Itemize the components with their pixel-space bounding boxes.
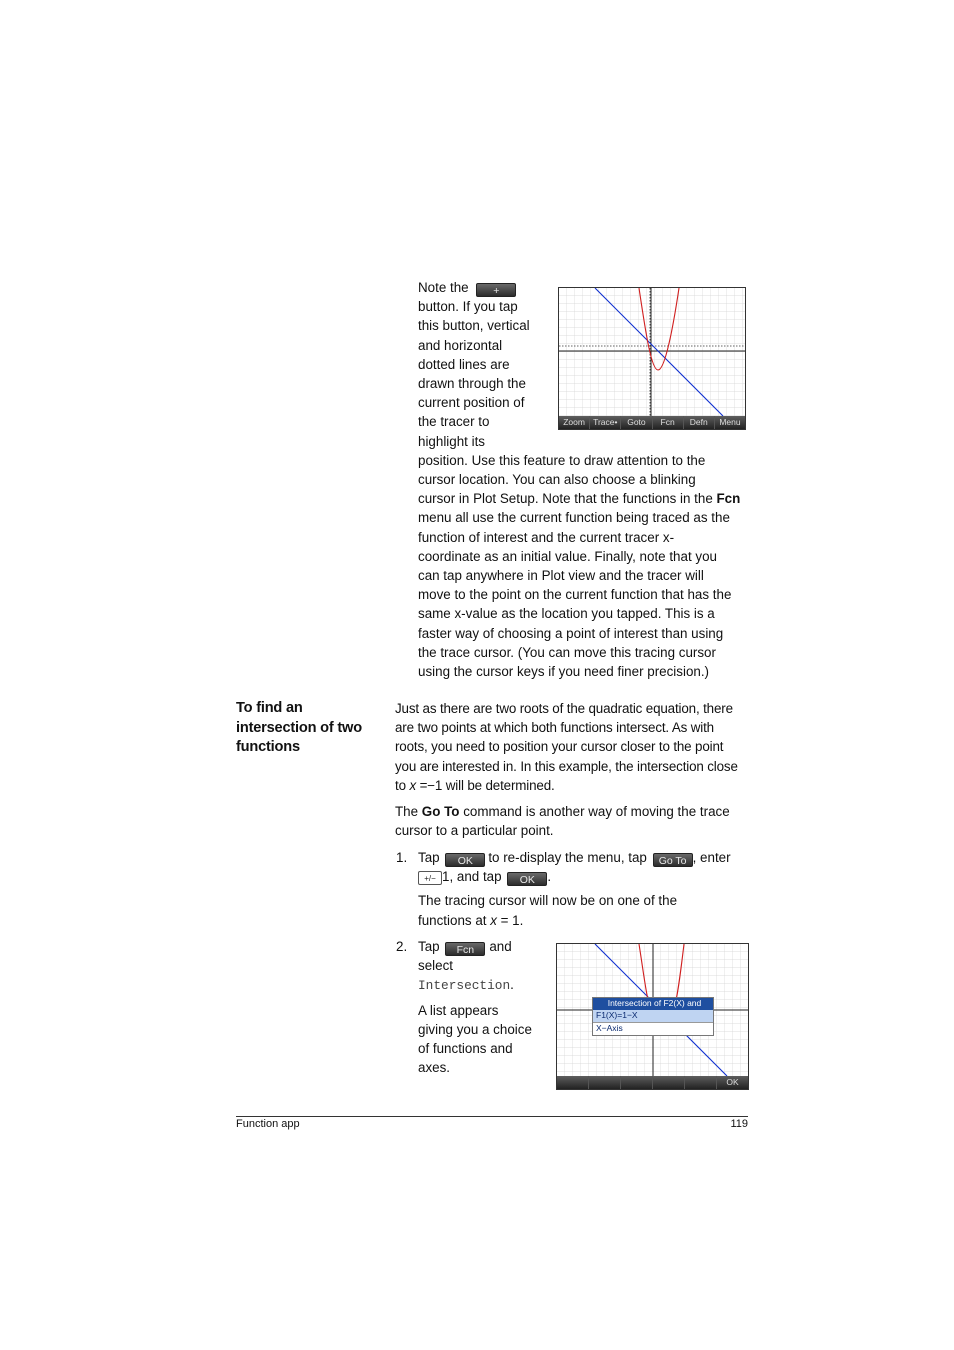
para-line: Just as there are two roots of the quadratic equation, there <box>395 701 733 716</box>
softkey-trace[interactable]: Trace• <box>590 416 620 429</box>
para-line: cursor to a particular point. <box>395 823 554 839</box>
goto-key[interactable]: Go To <box>653 853 693 867</box>
negate-key[interactable]: +/− <box>418 871 442 885</box>
calculator-screen-intersection <box>556 943 749 1090</box>
var-x: x <box>490 912 497 928</box>
step-select: select <box>418 958 453 974</box>
para-line <box>395 802 755 821</box>
softkey-blank[interactable] <box>557 1076 588 1089</box>
note-line: dotted lines are <box>418 356 510 372</box>
step-1-note <box>418 911 758 930</box>
para-line: you are interested in. In this example, the intersection close <box>395 758 738 774</box>
para-pre: The <box>395 804 422 819</box>
step-1-number: 1. <box>396 850 408 865</box>
step-2-line-1 <box>418 937 548 956</box>
list-line: giving you a choice <box>418 1021 532 1037</box>
step-and: and <box>489 939 512 954</box>
step-mono-line <box>418 975 548 995</box>
step-1-note: The tracing cursor will now be on one of the <box>418 893 678 909</box>
note-line: menu all use the current function being traced as the <box>418 510 730 526</box>
note-line: using the cursor keys if you need finer precision.) <box>418 664 710 680</box>
para-line <box>395 776 755 795</box>
popup-title: Intersection of F2(X) and <box>593 998 713 1010</box>
plus-key[interactable]: + <box>476 283 516 297</box>
softkey-defn[interactable]: Defn <box>684 416 714 429</box>
softkey-zoom[interactable]: Zoom <box>559 416 589 429</box>
step-end: . <box>547 869 552 885</box>
note-line: the tracer to <box>418 414 490 430</box>
intersection-popup <box>592 997 714 1036</box>
note-pre: Note the <box>418 280 469 295</box>
note-line: coordinate as an initial value. Finally, note that you <box>418 548 717 564</box>
softkey-ok[interactable]: OK <box>717 1076 748 1089</box>
note-line: the trace cursor. (You can move this tracing cursor <box>418 644 716 660</box>
popup-item-x-axis[interactable]: X−Axis <box>596 1023 623 1033</box>
softkey-bar <box>559 416 745 429</box>
goto-paragraph <box>395 802 755 840</box>
note-line: highlight its <box>418 433 485 449</box>
list-line: axes. <box>418 1060 451 1076</box>
ok-key[interactable]: OK <box>445 853 485 867</box>
step-2 <box>418 937 548 1077</box>
softkey-fcn[interactable]: Fcn <box>653 416 683 429</box>
popup-item-f1[interactable]: F1(X)=1−X <box>593 1010 713 1023</box>
list-line: A list appears <box>418 1002 499 1018</box>
softkey-menu[interactable]: Menu <box>715 416 745 429</box>
note-line <box>418 489 758 508</box>
step-after-neg: 1, and tap <box>442 869 502 885</box>
step-1-line-1 <box>418 848 758 867</box>
note-pre: functions at <box>418 912 491 928</box>
step-2-number: 2. <box>396 939 408 954</box>
section-heading <box>236 699 376 758</box>
footer-rule <box>236 1116 748 1117</box>
heading-line: intersection of two <box>236 719 362 736</box>
calculator-screen-plot <box>558 287 746 430</box>
note-line: and horizontal <box>418 337 503 353</box>
footer-left: Function app <box>236 1118 300 1130</box>
fcn-key[interactable]: Fcn <box>445 942 485 956</box>
note-line: same x-value as the location you tapped. This is a <box>418 606 715 622</box>
step-mid: to re-display the menu, tap <box>488 850 647 865</box>
para-pre: to <box>395 777 410 793</box>
list-line: of functions and <box>418 1041 513 1056</box>
page-number: 119 <box>730 1118 748 1130</box>
step-1 <box>418 848 758 930</box>
softkey-bar-2 <box>557 1076 748 1089</box>
step-enter: , enter <box>692 850 731 865</box>
note-line: current position of <box>418 395 525 411</box>
note-post: = 1. <box>496 912 524 928</box>
note-line: cursor location. You can also choose a blinking <box>418 472 696 488</box>
para-line: are two points at which both functions intersect. As with <box>395 720 714 736</box>
note-line: button. If you tap <box>418 299 518 315</box>
heading-line: To find an <box>236 700 303 716</box>
var-x: x <box>409 777 416 793</box>
ok-key-2[interactable]: OK <box>507 872 547 886</box>
plot-graph <box>559 288 745 416</box>
softkey-goto[interactable]: Goto <box>621 416 651 429</box>
note-fcn-pre: cursor in Plot Setup. Note that the functions in the <box>418 491 717 507</box>
intro-paragraph <box>395 699 755 795</box>
note-line: can tap anywhere in Plot view and the tracer will <box>418 568 704 584</box>
note-line: faster way of choosing a point of interest than using <box>418 625 724 641</box>
note-line: move to the point on the current function that has the <box>418 587 732 603</box>
fcn-bold: Fcn <box>716 491 741 507</box>
softkey-blank[interactable] <box>589 1076 620 1089</box>
softkey-blank[interactable] <box>653 1076 684 1089</box>
step-tap: Tap <box>418 939 440 954</box>
step-1-line-2 <box>418 867 758 886</box>
note-line: position. Use this feature to draw attention to the <box>418 452 706 468</box>
step-dot: . <box>510 977 514 993</box>
intersection-command: Intersection <box>418 978 511 994</box>
heading-line: functions <box>236 739 300 755</box>
softkey-blank[interactable] <box>685 1076 716 1089</box>
para-post: command is another way of moving the trace <box>459 804 730 819</box>
para-post: =−1 will be determined. <box>416 777 555 793</box>
goto-bold: Go To <box>421 804 460 819</box>
softkey-blank[interactable] <box>621 1076 652 1089</box>
note-line: this button, vertical <box>418 318 530 334</box>
note-line: function of interest and the current tracer x- <box>418 529 675 545</box>
para-line: roots, you need to position your cursor closer to the point <box>395 739 724 755</box>
note-line: drawn through the <box>418 376 526 391</box>
step-tap: Tap <box>418 850 440 865</box>
